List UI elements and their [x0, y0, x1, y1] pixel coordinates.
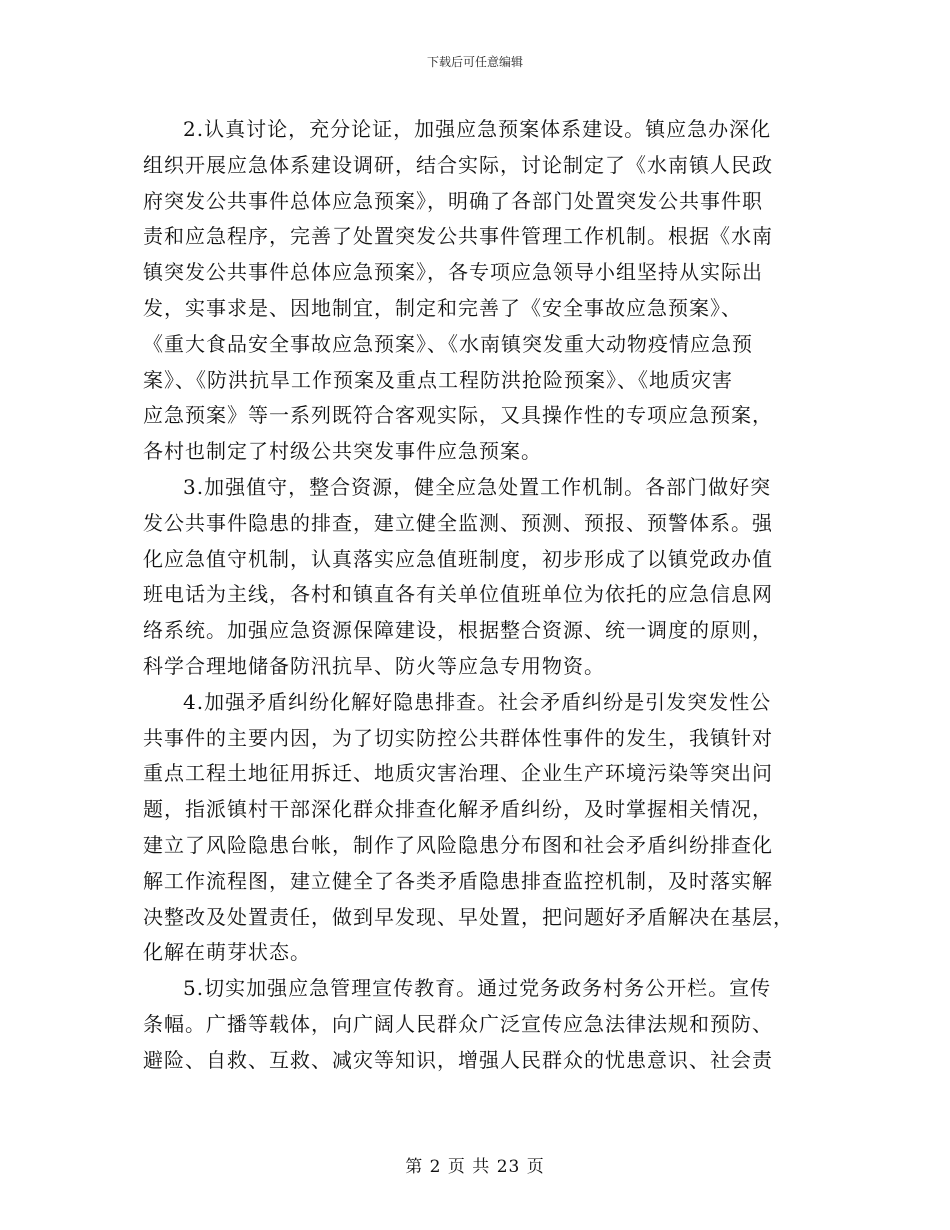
text-line: 科学合理地储备防汛抗旱、防火等应急专用物资。 [143, 653, 605, 678]
text-line: 化解在萌芽状态。 [143, 940, 311, 965]
text-line: 题，指派镇村干部深化群众排查化解矛盾纠纷，及时掌握相关情况， [143, 797, 773, 822]
document-body [143, 112, 805, 1079]
text-line: 发，实事求是、因地制宜，制定和完善了《安全事故应急预案》、 [143, 295, 742, 320]
text-line: 各村也制定了村级公共突发事件应急预案。 [143, 439, 542, 464]
text-line: 建立了风险隐患台帐，制作了风险隐患分布图和社会矛盾纠纷排查化 [143, 832, 773, 857]
paragraph-3 [143, 470, 805, 685]
text-line: 重点工程土地征用拆迁、地质灾害治理、企业生产环境污染等突出问 [143, 761, 773, 786]
text-line: 案》、《防洪抗旱工作预案及重点工程防洪抢险预案》、《地质灾害 [143, 367, 733, 392]
text-line: 化应急值守机制，认真落实应急值班制度，初步形成了以镇党政办值 [143, 546, 773, 571]
text-line: 避险、自救、互救、减灾等知识，增强人民群众的忧患意识、社会责 [143, 1047, 773, 1072]
text-line: 应急预案》等一系列既符合客观实际，又具操作性的专项应急预案， [143, 403, 773, 428]
text-line: 共事件的主要内因，为了切实防控公共群体性事件的发生，我镇针对 [143, 725, 773, 750]
page-number-footer: 第 2 页 共 23 页 [405, 1157, 545, 1177]
text-line: 解工作流程图，建立健全了各类矛盾隐患排查监控机制，及时落实解 [143, 868, 773, 893]
paragraph-2 [143, 112, 805, 470]
text-line: 2.认真讨论，充分论证，加强应急预案体系建设。镇应急办深化 [183, 117, 772, 141]
text-line: 络系统。加强应急资源保障建设，根据整合资源、统一调度的原则， [143, 618, 773, 643]
paragraph-4 [143, 685, 805, 971]
text-line: 镇突发公共事件总体应急预案》，各专项应急领导小组坚持从实际出 [143, 260, 763, 285]
page-header: 下载后可任意编辑 [426, 55, 523, 69]
text-line: 组织开展应急体系建设调研，结合实际，讨论制定了《水南镇人民政 [143, 152, 773, 177]
text-line: 5.切实加强应急管理宣传教育。通过党务政务村务公开栏。宣传 [183, 976, 772, 1001]
text-line: 3.加强值守，整合资源，健全应急处置工作机制。各部门做好突 [183, 474, 772, 499]
text-line: 决整改及处置责任，做到早发现、早处置，把问题好矛盾解决在基层， [143, 904, 794, 929]
text-line: 条幅。广播等载体，向广阔人民群众广泛宣传应急法律法规和预防、 [143, 1011, 773, 1036]
text-line: 《重大食品安全事故应急预案》、《水南镇突发重大动物疫情应急预 [143, 331, 753, 356]
text-line: 发公共事件隐患的排查，建立健全监测、预测、预报、预警体系。强 [143, 510, 773, 535]
text-line: 班电话为主线，各村和镇直各有关单位值班单位为依托的应急信息网 [143, 582, 773, 607]
text-line: 责和应急程序，完善了处置突发公共事件管理工作机制。根据《水南 [143, 224, 773, 249]
text-line: 4.加强矛盾纠纷化解好隐患排查。社会矛盾纠纷是引发突发性公 [183, 689, 772, 714]
paragraph-5 [143, 971, 805, 1078]
text-line: 府突发公共事件总体应急预案》，明确了各部门处置突发公共事件职 [143, 188, 763, 213]
